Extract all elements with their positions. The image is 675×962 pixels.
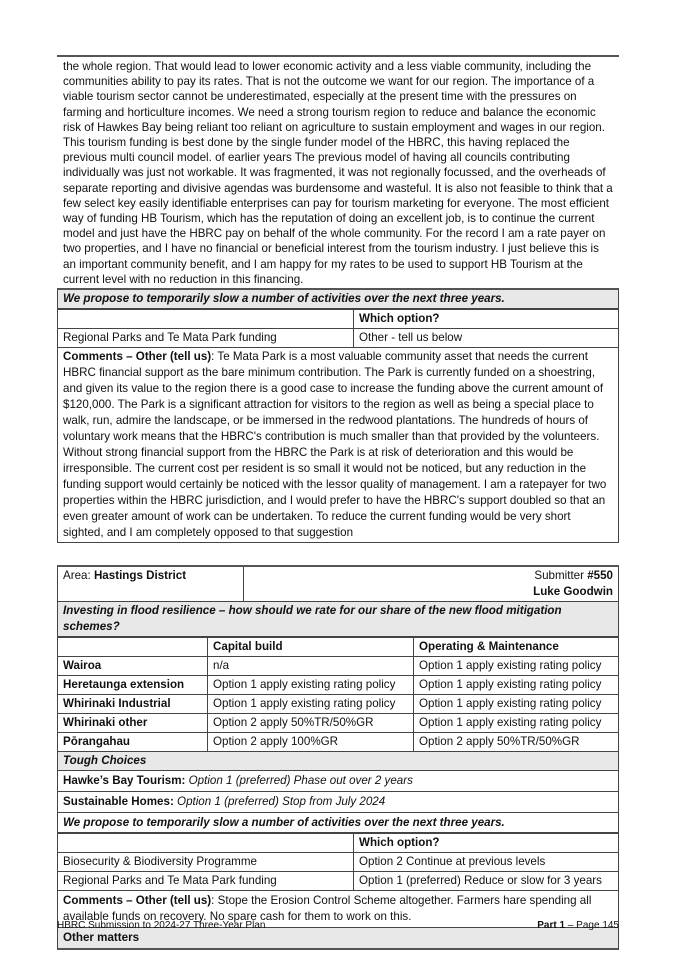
tourism-comment-block xyxy=(57,55,619,288)
submitter-label: Submitter xyxy=(534,569,588,583)
homes-choice xyxy=(57,792,619,813)
comments-text: : Te Mata Park is a most valuable community asset that needs the current HBRC financial support as the bare minimum contribution. The Park is currently funded on a shoestring, and given its value to the region there is a good case to increase the funding above the current amount of $120,000. The Park is a significant attraction for visitors to the region as well as being a special place to walk, run, admire the landscape, or be immersed in the redwood plantations. The hundreds of hours of voluntary work means that the HBRC's contribution is much smaller than that provided by the volunteers. Without strong financial support from the HBRC the Park is at risk of deterioration and this would be irresponsible. The current cost per resident is so small it would not be noticed, but any reduction in the funding support would certainly be noticed with the lessor quality of management. I am a ratepayer for two properties within the HBRC jurisdiction, and I would prefer to have the HBRC's support doubled so that an even greater amount of work can be undertaken. To reduce the current funding would be very short sighted, and I am completely opposed to that suggestion xyxy=(63,350,607,540)
homes-label: Sustainable Homes: xyxy=(63,795,174,809)
section-separator xyxy=(57,543,619,565)
operating-cell: Option 1 apply existing rating policy xyxy=(414,695,619,714)
table-row xyxy=(58,853,619,872)
operating-cell: Option 1 apply existing rating policy xyxy=(414,676,619,695)
table-row xyxy=(58,676,619,695)
tourism-paragraph: the whole region. That would lead to lower economic activity and a less viable community, including the communities ability to pay its rates. That is not the outcome we want for our region. The importance of a viable tourism sector cannot be underestimated, especially at the present time with the pressures on farming and horticulture incomes. We need a strong tourism region to reduce and balance the economic risk of Hawkes Bay being reliant too reliant on agriculture to sustain employment and wages in our region. This tourism funding is best done by the single funder model of the HBRC, this having replaced the previous multi council model. of earlier years The previous model of having all councils contributing individually was just not workable. It was fragmented, it was not regionally focussed, and the overheads of separate reporting and divisive agendas was burdensome and wasteful. It is also not feasible to think that a few select key easily identifiable enterprises can pay for tourism marketing for everyone. The most efficient way of funding HB Tourism, which has the reputation of doing an excellent job, is to continue the current model and just have the HBRC pay on behalf of the whole community. For the record I am a rate payer on two properties, and I have no financial or beneficial interest from the tourism industry. I just believe this is an important community benefit, and I am happy for my rates to be used to support HB Tourism at the current level with no reduction in this financing. xyxy=(63,60,613,286)
tourism-label: Hawke’s Bay Tourism: xyxy=(63,774,186,788)
capital-cell: Option 2 apply 50%TR/50%GR xyxy=(208,714,414,733)
submitter-number: #550 xyxy=(587,569,613,583)
flood-table xyxy=(57,637,619,752)
option-cell: Option 1 (preferred) Reduce or slow for 3 years xyxy=(354,872,619,891)
blank-cell xyxy=(58,638,208,657)
activity-cell: Regional Parks and Te Mata Park funding xyxy=(58,872,354,891)
table-row xyxy=(58,657,619,676)
area-label: Area: xyxy=(63,569,94,583)
footer-part: Part 1 xyxy=(537,920,566,931)
operating-header: Operating & Maintenance xyxy=(414,638,619,657)
table-row xyxy=(58,733,619,752)
slow-activities-heading: We propose to temporarily slow a number of activities over the next three years. xyxy=(57,813,619,833)
tourism-choice xyxy=(57,771,619,792)
scheme-cell: Whirinaki Industrial xyxy=(58,695,208,714)
capital-cell: Option 1 apply existing rating policy xyxy=(208,695,414,714)
which-option-header: Which option? xyxy=(354,834,619,853)
operating-cell: Option 2 apply 50%TR/50%GR xyxy=(414,733,619,752)
comments-label: Comments – Other (tell us) xyxy=(63,350,212,364)
comments-text: : Stope the Erosion Control Scheme altogether. Farmers hare spending all available funds on recovery. No spare cash for them to work on this. xyxy=(63,894,592,924)
sub-activities-table xyxy=(57,833,619,891)
submitter-header-table xyxy=(57,565,619,602)
activity-cell: Biosecurity & Biodiversity Programme xyxy=(58,853,354,872)
footer-page-number: – Page 145 xyxy=(565,920,619,931)
scheme-cell: Whirinaki other xyxy=(58,714,208,733)
area-cell xyxy=(58,566,244,602)
document-page xyxy=(57,55,619,950)
footer-title: HBRC Submission to 2024-27 Three-Year Plan xyxy=(57,920,266,931)
operating-cell: Option 1 apply existing rating policy xyxy=(414,657,619,676)
scheme-cell: Heretaunga extension xyxy=(58,676,208,695)
activity-cell: Regional Parks and Te Mata Park funding xyxy=(58,329,354,348)
tourism-value: Option 1 (preferred) Phase out over 2 years xyxy=(185,774,413,788)
tough-choices-heading: Tough Choices xyxy=(57,752,619,771)
table-row xyxy=(58,329,619,348)
footer-page xyxy=(537,918,619,933)
option-cell: Other - tell us below xyxy=(354,329,619,348)
scheme-cell: Wairoa xyxy=(58,657,208,676)
capital-cell: Option 2 apply 100%GR xyxy=(208,733,414,752)
scheme-cell: Pōrangahau xyxy=(58,733,208,752)
submitter-cell xyxy=(244,566,619,602)
other-matters-heading: Other matters xyxy=(57,928,619,950)
prev-activities-table xyxy=(57,309,619,348)
table-row xyxy=(58,695,619,714)
submitter-name: Luke Goodwin xyxy=(533,585,613,599)
prev-comments xyxy=(57,348,619,543)
capital-cell: n/a xyxy=(208,657,414,676)
blank-cell xyxy=(58,310,354,329)
which-option-header: Which option? xyxy=(354,310,619,329)
blank-cell xyxy=(58,834,354,853)
flood-heading: Investing in flood resilience – how should we rate for our share of the new flood mitigation schemes? xyxy=(57,602,619,637)
homes-value: Option 1 (preferred) Stop from July 2024 xyxy=(173,795,386,809)
page-footer xyxy=(57,918,619,933)
slow-activities-heading: We propose to temporarily slow a number of activities over the next three years. xyxy=(57,288,619,309)
operating-cell: Option 1 apply existing rating policy xyxy=(414,714,619,733)
area-value: Hastings District xyxy=(93,569,187,583)
capital-header: Capital build xyxy=(208,638,414,657)
option-cell: Option 2 Continue at previous levels xyxy=(354,853,619,872)
table-row xyxy=(58,872,619,891)
capital-cell: Option 1 apply existing rating policy xyxy=(208,676,414,695)
table-row xyxy=(58,714,619,733)
comments-label: Comments – Other (tell us) xyxy=(63,894,212,908)
